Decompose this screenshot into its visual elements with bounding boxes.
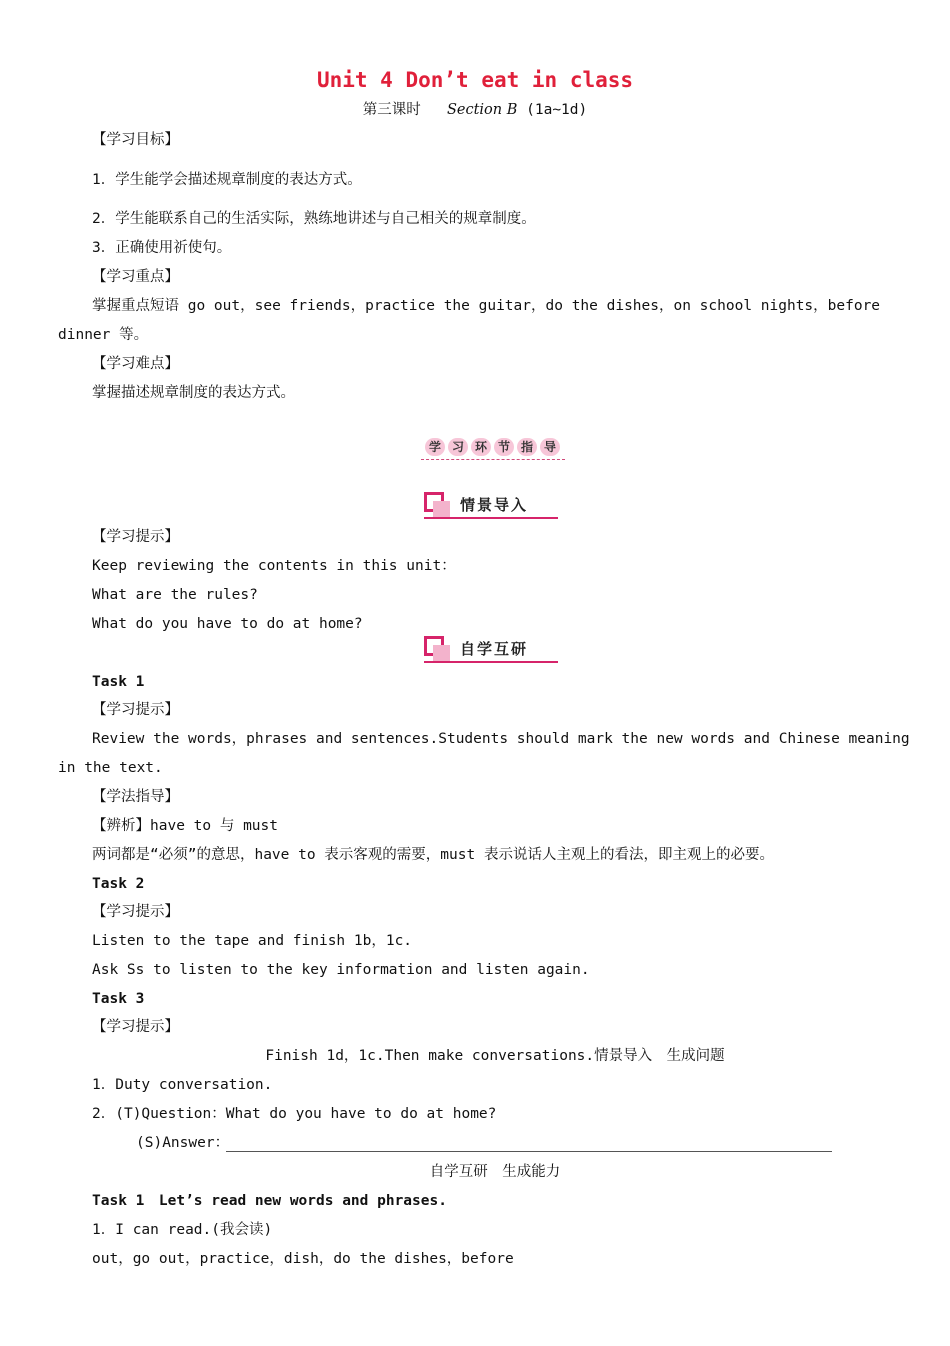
tips-text: Review the words，phrases and sentences.Students should mark the new words and Chinese meaning (92, 731, 910, 747)
task-heading: Task 1 (92, 674, 145, 690)
banner-underline (421, 459, 565, 460)
task-heading: Task 2 (92, 876, 145, 892)
tips-heading: 【学习提示】 (92, 904, 179, 920)
section-title: 自学互研 (460, 640, 529, 658)
tips-text: Keep reviewing the contents in this unit： (92, 558, 456, 574)
section-square-icon (433, 645, 450, 662)
goal-item: 1．学生能学会描述规章制度的表达方式。 (92, 172, 362, 188)
section-rule (424, 661, 558, 663)
section-header-2 (424, 636, 558, 664)
word-list: out，go out，practice，dish，do the dishes，before (92, 1251, 514, 1267)
banner-char: 习 (448, 438, 468, 456)
answer-label: (S)Answer： (136, 1135, 230, 1151)
tips-text: Ask Ss to listen to the key information and listen again. (92, 962, 590, 978)
difficulty-text: 掌握描述规章制度的表达方式。 (92, 385, 295, 401)
tips-text-cont: in the text. (58, 760, 163, 776)
guide-banner (421, 436, 565, 462)
read-item: 1．I can read.(我会读) (92, 1222, 273, 1238)
focus-text: 掌握重点短语 go out，see friends，practice the guitar，do the dishes，on school nights，before (92, 298, 881, 314)
focus-heading: 【学习重点】 (92, 269, 179, 285)
answer-blank-line[interactable] (226, 1151, 832, 1152)
section-label: Section B (446, 102, 518, 118)
page-title: Unit 4 Don’t eat in class (316, 68, 634, 92)
task-heading: Task 3 (92, 991, 145, 1007)
tips-text: What do you have to do at home? (92, 616, 363, 632)
goals-heading: 【学习目标】 (92, 132, 179, 148)
section-header-1 (424, 492, 558, 520)
tips-heading: 【学习提示】 (92, 1019, 179, 1035)
section-rule (424, 517, 558, 519)
goal-item: 2．学生能联系自己的生活实际，熟练地讲述与自己相关的规章制度。 (92, 211, 536, 227)
page-subtitle (0, 100, 950, 120)
section-subtitle: 自学互研 生成能力 (429, 1164, 561, 1180)
finish-instruction: Finish 1d，1c.Then make conversations.情景导入 生成问题 (265, 1048, 725, 1064)
tips-text: Listen to the tape and finish 1b，1c. (92, 933, 413, 949)
tips-text: What are the rules? (92, 587, 258, 603)
guide-heading: 【学法指导】 (92, 789, 179, 805)
guide-text: 两词都是“必须”的意思，have to 表示客观的需要，must 表示说话人主观上的看法，即主观上的必要。 (92, 847, 774, 863)
question-item: 2．(T)Question：What do you have to do at home? (92, 1106, 497, 1122)
banner-char: 学 (425, 438, 445, 456)
difficulty-heading: 【学习难点】 (92, 356, 179, 372)
banner-char: 导 (540, 438, 560, 456)
tips-heading: 【学习提示】 (92, 702, 179, 718)
section-range: (1a~1d) (526, 102, 588, 118)
banner-char: 节 (494, 438, 514, 456)
task-heading: Task 1 Let’s read new words and phrases. (92, 1193, 447, 1209)
goal-item: 3．正确使用祈使句。 (92, 240, 232, 256)
tips-heading: 【学习提示】 (92, 529, 179, 545)
focus-text-cont: dinner 等。 (58, 327, 149, 343)
banner-char: 环 (471, 438, 491, 456)
banner-char: 指 (517, 438, 537, 456)
duty-item: 1．Duty conversation. (92, 1077, 273, 1093)
section-title: 情景导入 (460, 496, 529, 514)
lesson-label: 第三课时 (362, 102, 421, 118)
guide-text: 【辨析】have to 与 must (92, 818, 278, 834)
section-square-icon (433, 501, 450, 518)
